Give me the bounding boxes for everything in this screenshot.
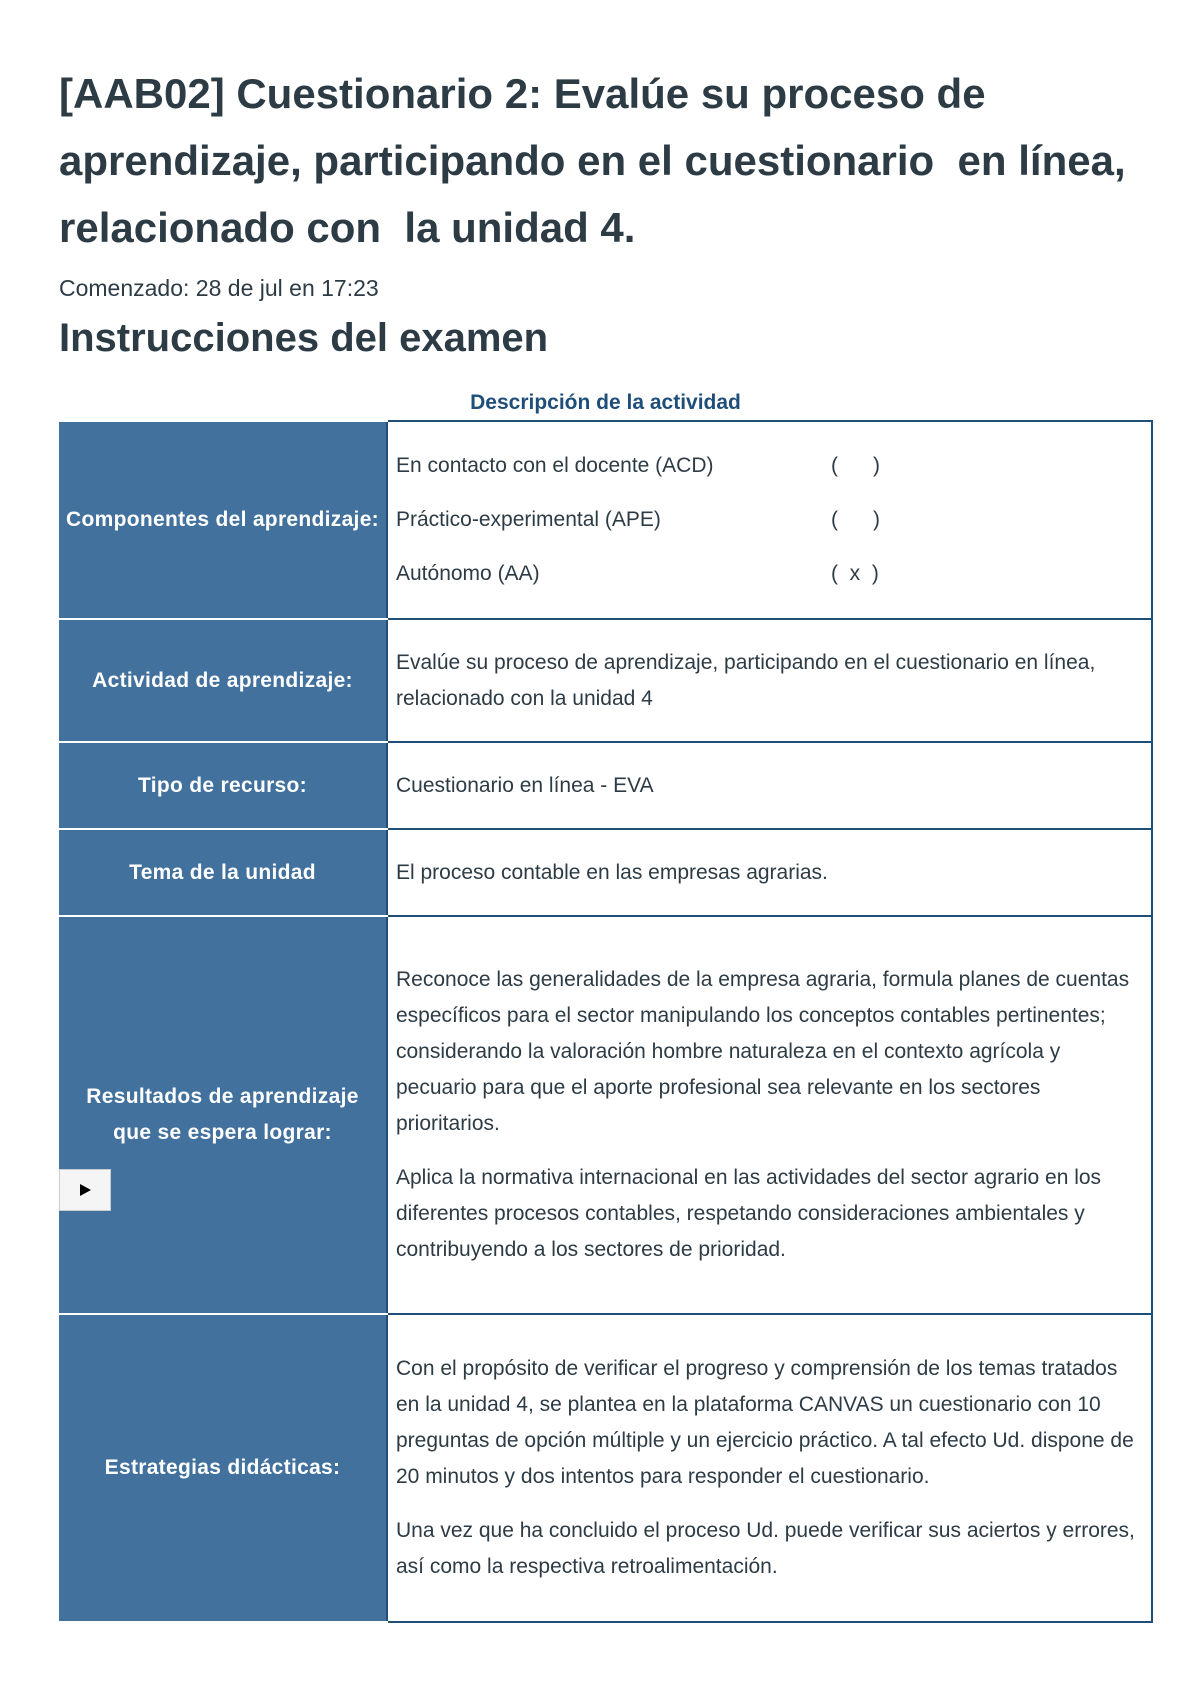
expand-button[interactable] bbox=[59, 1169, 111, 1211]
component-mark: ( ) bbox=[831, 454, 880, 477]
table-row-topic bbox=[59, 829, 1152, 916]
outcomes-cell bbox=[59, 916, 387, 1314]
resource-value: Cuestionario en línea - EVA bbox=[387, 742, 1152, 829]
component-row bbox=[396, 439, 1143, 493]
component-name: Práctico-experimental (APE) bbox=[396, 508, 661, 531]
component-row bbox=[396, 493, 1143, 547]
strategies-label: Estrategias didácticas: bbox=[59, 1314, 387, 1622]
table-row-activity bbox=[59, 619, 1152, 742]
topic-label: Tema de la unidad bbox=[59, 829, 387, 916]
components-value bbox=[387, 421, 1152, 619]
outcomes-value bbox=[387, 916, 1152, 1314]
started-timestamp: Comenzado: 28 de jul en 17:23 bbox=[59, 275, 379, 301]
activity-value: Evalúe su proceso de aprendizaje, participando en el cuestionario en línea, relacionado con la unidad 4 bbox=[387, 619, 1152, 742]
outcome-paragraph: Aplica la normativa internacional en las actividades del sector agrario en los diferentes procesos contables, respetando consideraciones ambientales y contribuyendo a los sectores de prioridad. bbox=[396, 1166, 1102, 1261]
instructions-heading: Instrucciones del examen bbox=[59, 316, 549, 360]
table-caption: Descripción de la actividad bbox=[470, 391, 741, 414]
strategy-paragraph: Con el propósito de verificar el progreso y comprensión de los temas tratados en la unidad 4, se plantea en la plataforma CANVAS un cuestionario con 10 preguntas de opción múltiple y un ejercicio práctico. A tal efecto Ud. dispone de 20 minutos y dos intentos para responder el cuestionario. bbox=[396, 1357, 1134, 1488]
topic-value: El proceso contable en las empresas agrarias. bbox=[387, 829, 1152, 916]
table-row-outcomes bbox=[59, 916, 1152, 1314]
activity-description-table bbox=[59, 420, 1153, 1623]
table-row-strategies bbox=[59, 1314, 1152, 1622]
table-row-components bbox=[59, 421, 1152, 619]
components-label: Componentes del aprendizaje: bbox=[59, 421, 387, 619]
strategies-value bbox=[387, 1314, 1152, 1622]
strategy-paragraph: Una vez que ha concluido el proceso Ud. puede verificar sus aciertos y errores, así como la respectiva retroalimentación. bbox=[396, 1519, 1135, 1578]
quiz-title: [AAB02] Cuestionario 2: Evalúe su proceso de aprendizaje, participando en el cuestionario en línea, relacionado con la unidad 4. bbox=[59, 70, 1138, 251]
component-row bbox=[396, 547, 1143, 601]
play-triangle-icon bbox=[78, 1183, 92, 1197]
quiz-page bbox=[59, 60, 1152, 1623]
outcomes-label: Resultados de aprendizaje que se espera lograr: bbox=[86, 1085, 359, 1144]
activity-label: Actividad de aprendizaje: bbox=[59, 619, 387, 742]
component-mark: ( x ) bbox=[831, 562, 879, 585]
component-mark: ( ) bbox=[831, 508, 880, 531]
component-name: En contacto con el docente (ACD) bbox=[396, 454, 714, 477]
component-name: Autónomo (AA) bbox=[396, 562, 540, 585]
outcome-paragraph: Reconoce las generalidades de la empresa agraria, formula planes de cuentas específicos para el sector manipulando los conceptos contables pertinentes; considerando la valoración hombre naturaleza en el contexto agrícola y pecuario para que el aporte profesional sea relevante en los sectores prioritarios. bbox=[396, 968, 1130, 1135]
resource-label: Tipo de recurso: bbox=[59, 742, 387, 829]
table-row-resource bbox=[59, 742, 1152, 829]
